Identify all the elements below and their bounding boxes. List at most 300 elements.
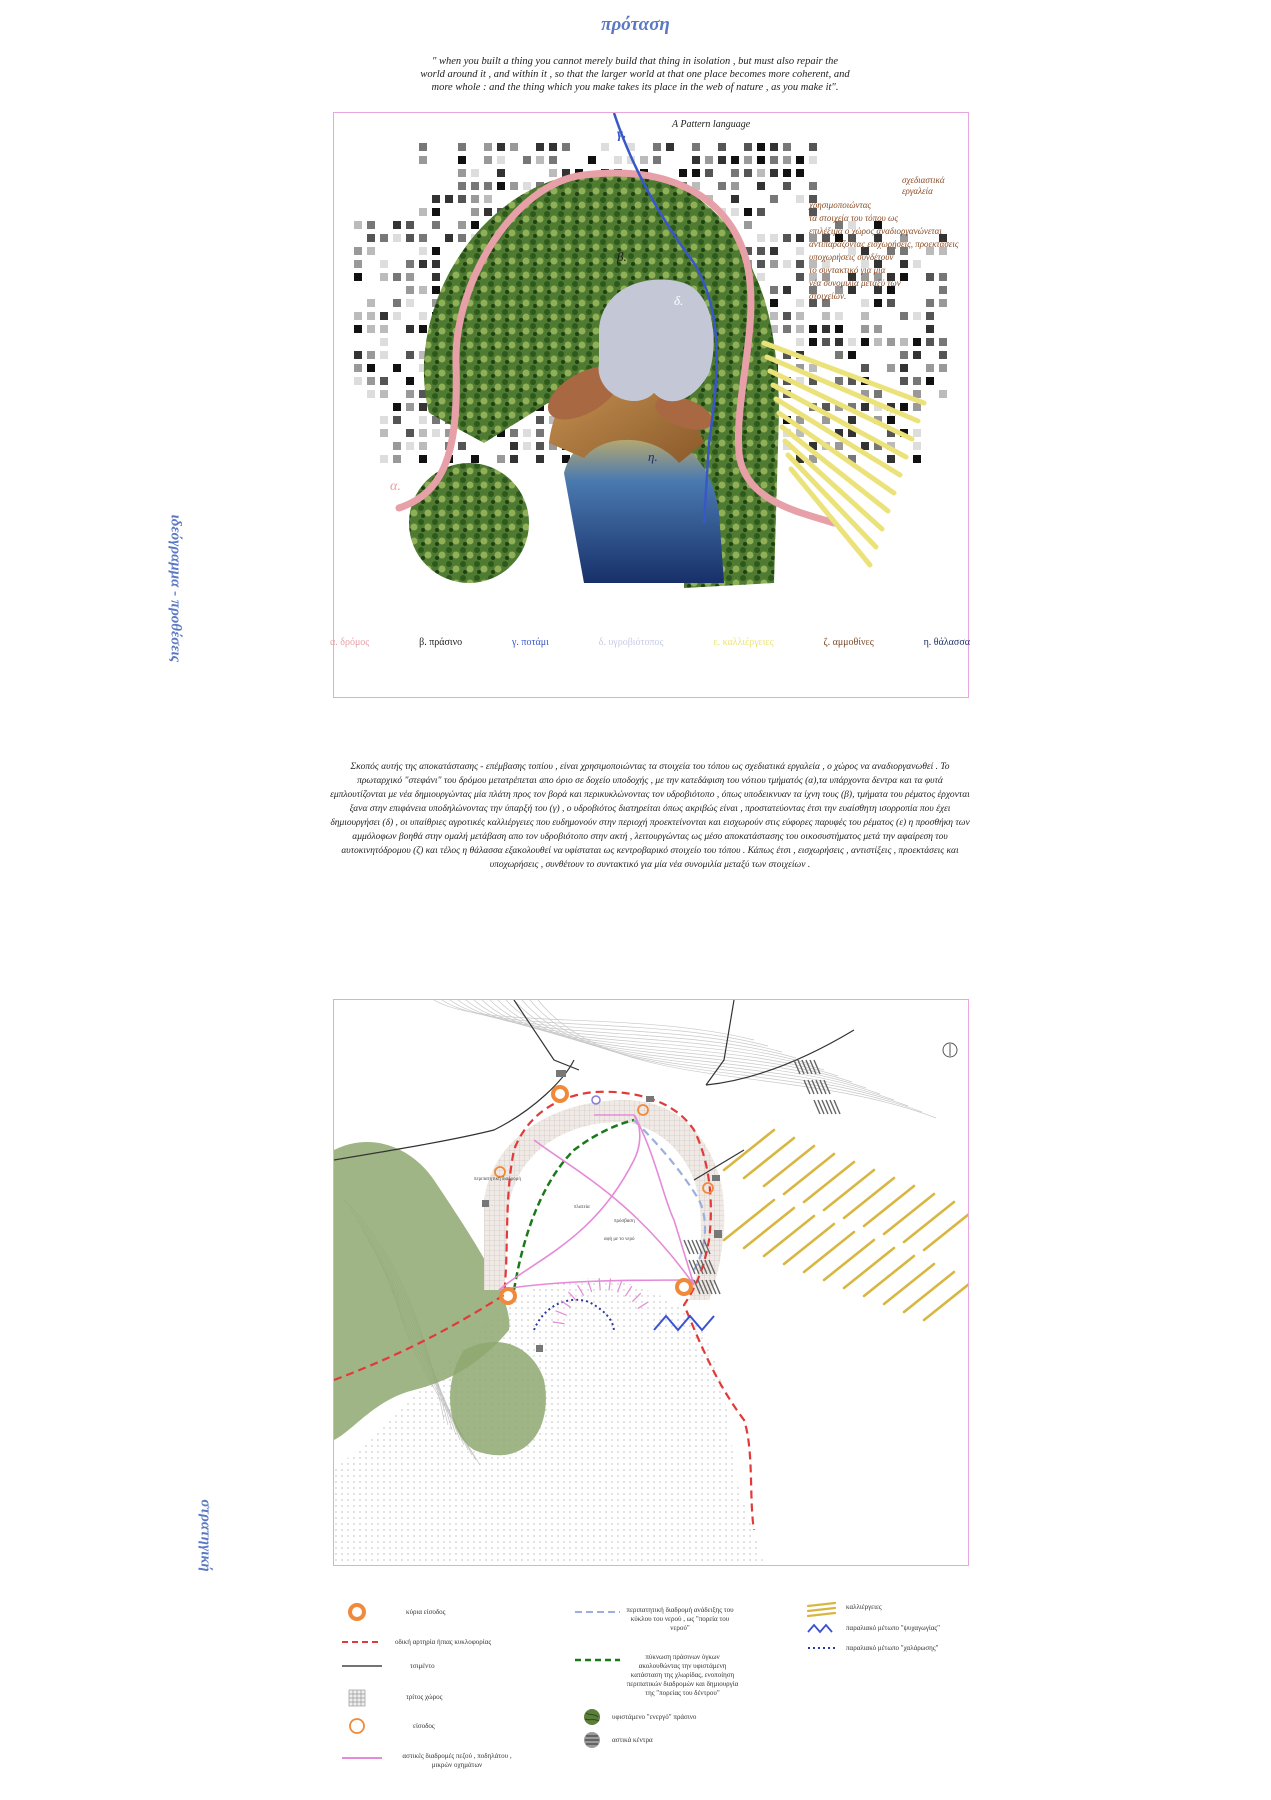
grid-square — [731, 208, 739, 216]
grid-square — [471, 221, 479, 229]
grid-square — [796, 169, 804, 177]
grid-square — [380, 273, 388, 281]
grid-square — [913, 403, 921, 411]
grid-square — [406, 390, 414, 398]
legend-top-item: β. πράσινο — [419, 637, 463, 648]
grid-square — [458, 182, 466, 190]
grid-square — [757, 260, 765, 268]
grid-square — [367, 312, 375, 320]
legend-arterial: οδική αρτηρία ήπιας κυκλοφορίας — [395, 1638, 492, 1646]
grid-square — [757, 169, 765, 177]
legend-urban-centres: αστικά κέντρα — [612, 1736, 653, 1744]
grid-square — [939, 338, 947, 346]
grid-square — [458, 169, 466, 177]
grid-square — [757, 156, 765, 164]
grid-square — [549, 169, 557, 177]
side-label-top: ιδεόγραμμα - προθέσεις — [167, 514, 184, 663]
grid-square — [718, 182, 726, 190]
grid-square — [432, 247, 440, 255]
main-entrance-icon — [350, 1605, 364, 1619]
grid-square — [718, 156, 726, 164]
grid-square — [510, 182, 518, 190]
grid-square — [367, 247, 375, 255]
grid-square — [835, 312, 843, 320]
grid-square — [874, 325, 882, 333]
grid-square — [406, 429, 414, 437]
grid-square — [510, 143, 518, 151]
grid-square — [783, 312, 791, 320]
grid-square — [783, 169, 791, 177]
grid-square — [692, 156, 700, 164]
grid-square — [770, 299, 778, 307]
grid-square — [770, 247, 778, 255]
grid-square — [861, 325, 869, 333]
grid-square — [445, 195, 453, 203]
grid-square — [900, 312, 908, 320]
legend-top-item: η. θάλασσα — [923, 637, 970, 648]
grid-square — [536, 143, 544, 151]
handwriting-note — [808, 175, 959, 301]
grid-square — [913, 351, 921, 359]
grid-square — [913, 260, 921, 268]
grid-square — [354, 221, 362, 229]
grid-square — [913, 442, 921, 450]
grid-square — [822, 325, 830, 333]
grid-square — [926, 364, 934, 372]
grid-square — [757, 273, 765, 281]
grid-square — [601, 143, 609, 151]
grid-square — [692, 169, 700, 177]
grid-square — [484, 182, 492, 190]
grid-square — [419, 260, 427, 268]
grid-square — [861, 338, 869, 346]
grid-square — [458, 195, 466, 203]
grid-square — [796, 195, 804, 203]
grid-square — [445, 234, 453, 242]
grid-square — [419, 325, 427, 333]
grid-square — [380, 338, 388, 346]
grid-square — [458, 442, 466, 450]
grid-square — [861, 403, 869, 411]
grid-square — [861, 442, 869, 450]
grid-square — [822, 338, 830, 346]
legend-main-entrance: κύρια είσοδος — [406, 1608, 446, 1616]
grid-square — [848, 416, 856, 424]
grid-square — [497, 156, 505, 164]
handwriting-line: αντιπαράζοντας εισχωρήσεις, προεκτάσεις — [809, 239, 959, 249]
handwriting-line: σχεδιαστικά — [902, 175, 945, 185]
grid-square — [458, 143, 466, 151]
grid-square — [380, 455, 388, 463]
grid-square — [796, 325, 804, 333]
grid-square — [497, 455, 505, 463]
legend-water-path: περιπατητική διαδρομή ανάδειξης του κύκλου του νερού , ως "πορεία του νερού" — [626, 1606, 734, 1632]
grid-square — [484, 156, 492, 164]
grid-square — [783, 156, 791, 164]
grid-square — [913, 429, 921, 437]
legend-cultivation: καλλιέργειες — [846, 1603, 882, 1611]
legend-urban-routes: αστικές διαδρομές πεζού , ποδηλάτου , μικρών οχημάτων — [402, 1752, 512, 1769]
side-label-bottom: στρατηγική — [197, 1499, 214, 1572]
quote-source: A Pattern language — [672, 119, 751, 130]
grid-square — [510, 429, 518, 437]
grid-square — [874, 390, 882, 398]
grid-square — [419, 403, 427, 411]
grid-square — [523, 442, 531, 450]
description-paragraph: Σκοπός αυτής της αποκατάστασης - επέμβασης τοπίου , είναι χρησιμοποιώντας τα στοιχεία του τόπου ως σχεδιατικά εργαλεία , ο χώρος να αναδιοργανωθεί . Το πρωταρχικό "στεφάνι" του δρόμου μετατρέπεται απο όριο σε δοχείο υποδοχής , με την κατεδάφιση του νότιου τμήματός (α),τα υπάρχοντα δεντρα και τα φυτά εμπλουτίζονται με νέα δημιουργώντας μία πλάτη προς τον βορά και περικυκλώνοντας τον υδροβιότοπο , όπως υποδεικνυαν τα ίχνη τους (β), τμήματα του ρέματος έρχονται ξανα στην επιφάνεια υποδηλώνοντας την ύπαρξή του (γ) , ο υδροβιότος διατηρείται όπως ακριβώς είναι , προστατεύοντας έτσι την ευαίσθητη ισορροπία που έχει δημιουργήσει (δ) , οι υπαίθριες αγροτικές καλλιέργειες που ευδημονούν στην περιοχή προεκτείνονται και εισχωρούν στις εύφορες παρυφές του ρέματος (ε) η προσθήκη των αμμόλοφων βοηθά στην ομαλή μετάβαση απο τον υδροβιότοπο στην ακτή , λειτουργώντας ως μέσο αποκατάστασης του οικοσυστήματος μετά την αφαίρεση του αυτοκινητόδρομου (ζ) και τέλος η θάλασσα εξακολουθεί να υφίσταται ως κεντροβαρικό στοιχείο του τόπου . Κάπως έτσι , εισχωρήσεις , αντιστίξεις , προεκτάσεις και υποχωρήσεις , συνθέτουν το συντακτικό για μία νέα συνομιλία μεταξύ των στοιχείων . — [330, 762, 970, 870]
grid-square — [536, 156, 544, 164]
grid-square — [406, 286, 414, 294]
grid-square — [796, 338, 804, 346]
grid-square — [393, 312, 401, 320]
grid-square — [640, 156, 648, 164]
grid-square — [926, 325, 934, 333]
grid-square — [744, 143, 752, 151]
grid-square — [744, 169, 752, 177]
grid-square — [770, 234, 778, 242]
grid-square — [939, 286, 947, 294]
grid-square — [419, 416, 427, 424]
page-title: πρόταση — [601, 14, 670, 35]
marker-b: β. — [617, 249, 627, 264]
grid-square — [835, 442, 843, 450]
blue-zigzag-icon — [808, 1625, 832, 1632]
grid-square — [419, 442, 427, 450]
legend-top-item: α. δρόμος — [330, 637, 370, 648]
grid-square — [913, 312, 921, 320]
grid-square — [536, 416, 544, 424]
grid-square — [926, 338, 934, 346]
grid-square — [471, 195, 479, 203]
grid-square — [393, 273, 401, 281]
grid-square — [770, 286, 778, 294]
grid-square — [419, 429, 427, 437]
grid-square — [367, 390, 375, 398]
quote-text: " when you built a thing you cannot merely build that thing in isolation , but must also repair the world around it , and within it , so that the larger world at that one place becomes more coherent, and more whole : and the thing which you make takes its place in the web of nature , as you make it". — [420, 56, 850, 93]
grid-square — [783, 182, 791, 190]
grid-square — [536, 455, 544, 463]
handwriting-line: εργαλεία — [902, 186, 933, 196]
grid-square — [354, 247, 362, 255]
grid-square — [419, 156, 427, 164]
grid-square — [393, 455, 401, 463]
grid-square — [458, 156, 466, 164]
plan-label-2: πρόσβαση — [614, 1219, 635, 1224]
grid-square — [796, 260, 804, 268]
legend-green: υφιστάμενο "ενεργό" πράσινο — [612, 1713, 697, 1721]
grid-square — [354, 273, 362, 281]
grid-square — [861, 299, 869, 307]
grid-square — [796, 234, 804, 242]
grid-square — [874, 299, 882, 307]
grid-square — [367, 325, 375, 333]
grid-square — [406, 221, 414, 229]
grid-square — [367, 364, 375, 372]
legend-tree-path: πύκνωση πράσινων όγκων ακολουθώντας την υφιστάμενη κατάσταση της χλωρίδας, ενοποίηση περιπατικών διαδρομών και δημιουργία της "πορείας του δέντρου" — [626, 1653, 739, 1697]
handwriting-line: τα στοιχεία του τόπου ως — [809, 213, 899, 223]
grid-square — [939, 390, 947, 398]
grid-square-icon — [349, 1690, 365, 1706]
grid-square — [471, 169, 479, 177]
yellow-lines-icon — [808, 1603, 835, 1616]
grid-square — [419, 143, 427, 151]
grid-square — [770, 312, 778, 320]
marker-g: γ. — [617, 127, 627, 142]
grid-square — [367, 234, 375, 242]
grid-square — [523, 182, 531, 190]
legend-third-space: τρίτος χώρος — [406, 1693, 443, 1701]
grid-square — [354, 377, 362, 385]
legend-top-item: γ. ποτάμι — [511, 637, 549, 648]
grid-square — [432, 273, 440, 281]
legend-top-item: δ. υγροβιότοπος — [598, 637, 664, 648]
grid-square — [458, 221, 466, 229]
grid-square — [458, 234, 466, 242]
grid-square — [471, 182, 479, 190]
grid-square — [679, 169, 687, 177]
marker-a: α. — [390, 479, 401, 494]
grid-square — [796, 156, 804, 164]
grid-square — [393, 234, 401, 242]
cultivation-lines — [764, 343, 924, 565]
grid-square — [432, 195, 440, 203]
grid-square — [380, 390, 388, 398]
grid-square — [432, 429, 440, 437]
grid-square — [848, 351, 856, 359]
grid-square — [549, 156, 557, 164]
grid-square — [887, 299, 895, 307]
grid-square — [887, 338, 895, 346]
grid-square — [354, 312, 362, 320]
marker-d: δ. — [674, 293, 684, 308]
handwriting-line: το συντακτικό για μια — [809, 265, 886, 275]
grid-square — [926, 312, 934, 320]
grid-square — [406, 299, 414, 307]
grid-square — [471, 455, 479, 463]
grid-square — [432, 260, 440, 268]
grid-square — [406, 325, 414, 333]
grid-square — [939, 364, 947, 372]
grid-square — [666, 143, 674, 151]
grid-square — [406, 377, 414, 385]
grid-square — [822, 312, 830, 320]
grid-square — [796, 312, 804, 320]
grid-square — [367, 299, 375, 307]
grid-square — [744, 221, 752, 229]
grid-square — [731, 169, 739, 177]
grid-square — [380, 416, 388, 424]
grid-square — [705, 156, 713, 164]
grid-square — [367, 377, 375, 385]
grid-square — [653, 143, 661, 151]
grid-square — [393, 364, 401, 372]
grid-square — [926, 377, 934, 385]
grid-square — [380, 260, 388, 268]
grid-square — [757, 208, 765, 216]
grid-square — [367, 221, 375, 229]
grid-square — [783, 286, 791, 294]
grid-square — [770, 143, 778, 151]
marker-h: η. — [648, 449, 658, 464]
grid-square — [900, 364, 908, 372]
grid-square — [419, 312, 427, 320]
site-plan — [334, 1000, 968, 1565]
grid-square — [380, 325, 388, 333]
grid-square — [510, 455, 518, 463]
grid-square — [796, 299, 804, 307]
grid-square — [744, 156, 752, 164]
grid-square — [731, 195, 739, 203]
grid-square — [809, 143, 817, 151]
green-bush — [409, 463, 529, 583]
legend-relax-front: παραλιακό μέτωπο "χαλάρωσης" — [846, 1644, 939, 1652]
grid-square — [523, 429, 531, 437]
grid-square — [757, 234, 765, 242]
entrance-icon — [350, 1719, 364, 1733]
grid-square — [562, 143, 570, 151]
grid-square — [913, 455, 921, 463]
legend-entrance: είσοδος — [413, 1722, 435, 1730]
grid-square — [432, 208, 440, 216]
grid-square — [705, 169, 713, 177]
grid-square — [770, 260, 778, 268]
grid-square — [367, 351, 375, 359]
plan-label-1: πλατεία — [574, 1205, 590, 1210]
grid-square — [354, 325, 362, 333]
grid-square — [900, 273, 908, 281]
grid-square — [432, 286, 440, 294]
grid-square — [926, 273, 934, 281]
grid-square — [484, 208, 492, 216]
grid-square — [757, 143, 765, 151]
handwriting-line: νέα συνομιλία μεταξύ των — [809, 278, 901, 288]
handwriting-line: επιλέξιμα ο χώρος αναδιοργανώνεται — [809, 226, 942, 236]
plan-label-4: αφή με το νερό — [604, 1237, 635, 1242]
legend-cement: τσιμέντο — [410, 1662, 435, 1670]
grid-square — [770, 156, 778, 164]
grid-square — [354, 351, 362, 359]
grid-square — [354, 260, 362, 268]
grid-square — [380, 377, 388, 385]
grid-square — [783, 260, 791, 268]
grid-square — [913, 338, 921, 346]
grid-square — [731, 182, 739, 190]
wetland-area — [599, 279, 714, 401]
grid-square — [835, 351, 843, 359]
grid-square — [653, 156, 661, 164]
grid-square — [796, 247, 804, 255]
grid-square — [419, 247, 427, 255]
grid-square — [432, 221, 440, 229]
grid-square — [393, 442, 401, 450]
grid-square — [939, 299, 947, 307]
grid-square — [809, 338, 817, 346]
grid-square — [770, 169, 778, 177]
grid-square — [809, 325, 817, 333]
grid-square — [536, 442, 544, 450]
grid-square — [419, 286, 427, 294]
grid-square — [471, 208, 479, 216]
grid-square — [783, 143, 791, 151]
collage-illustration — [334, 113, 968, 697]
plan-label-3: περιπατητική διαδρομή — [474, 1177, 521, 1182]
grid-square — [497, 182, 505, 190]
grid-square — [809, 364, 817, 372]
grid-square — [406, 403, 414, 411]
grid-square — [757, 247, 765, 255]
grid-square — [393, 299, 401, 307]
grid-square — [484, 195, 492, 203]
grid-square — [783, 234, 791, 242]
grid-square — [783, 325, 791, 333]
grid-square — [900, 351, 908, 359]
grid-square — [939, 351, 947, 359]
grid-square — [835, 338, 843, 346]
grid-square — [861, 312, 869, 320]
grid-square — [809, 156, 817, 164]
grid-square — [913, 377, 921, 385]
grid-square — [861, 364, 869, 372]
grid-square — [757, 182, 765, 190]
grid-square — [406, 351, 414, 359]
grid-square — [380, 234, 388, 242]
grid-square — [874, 338, 882, 346]
grid-square — [718, 143, 726, 151]
grid-square — [393, 403, 401, 411]
grid-square — [484, 143, 492, 151]
legend-top-item: ε. καλλιέργειες — [713, 637, 774, 648]
grid-square — [406, 234, 414, 242]
marker-e: ε. — [889, 404, 898, 419]
grid-square — [419, 455, 427, 463]
grid-square — [523, 156, 531, 164]
grid-square — [900, 338, 908, 346]
grid-square — [887, 364, 895, 372]
grid-square — [900, 403, 908, 411]
legend-entertainment-front: παραλιακό μέτωπο "ψυχαγωγίας" — [846, 1624, 941, 1632]
grid-square — [692, 143, 700, 151]
grid-square — [926, 299, 934, 307]
handwriting-line: στοιχείων. — [809, 291, 847, 301]
grid-square — [809, 182, 817, 190]
grid-square — [393, 416, 401, 424]
handwriting-line: υποχωρήσεις συνδέτουν — [809, 252, 894, 262]
grid-square — [770, 195, 778, 203]
grid-square — [887, 455, 895, 463]
grid-square — [744, 208, 752, 216]
grid-square — [354, 364, 362, 372]
collage-legend — [330, 637, 970, 648]
grid-square — [900, 377, 908, 385]
grid-square — [614, 156, 622, 164]
grid-square — [939, 273, 947, 281]
grid-square — [406, 442, 414, 450]
grid-square — [549, 143, 557, 151]
handwriting-line: χρησιμοποιώντας — [809, 200, 872, 210]
grid-square — [835, 325, 843, 333]
grid-square — [406, 260, 414, 268]
grid-square — [900, 260, 908, 268]
grid-square — [588, 156, 596, 164]
grid-square — [848, 338, 856, 346]
grid-square — [419, 208, 427, 216]
grid-square — [406, 273, 414, 281]
grid-square — [536, 429, 544, 437]
grid-square — [497, 143, 505, 151]
grid-square — [731, 156, 739, 164]
grid-square — [497, 169, 505, 177]
grid-square — [419, 234, 427, 242]
